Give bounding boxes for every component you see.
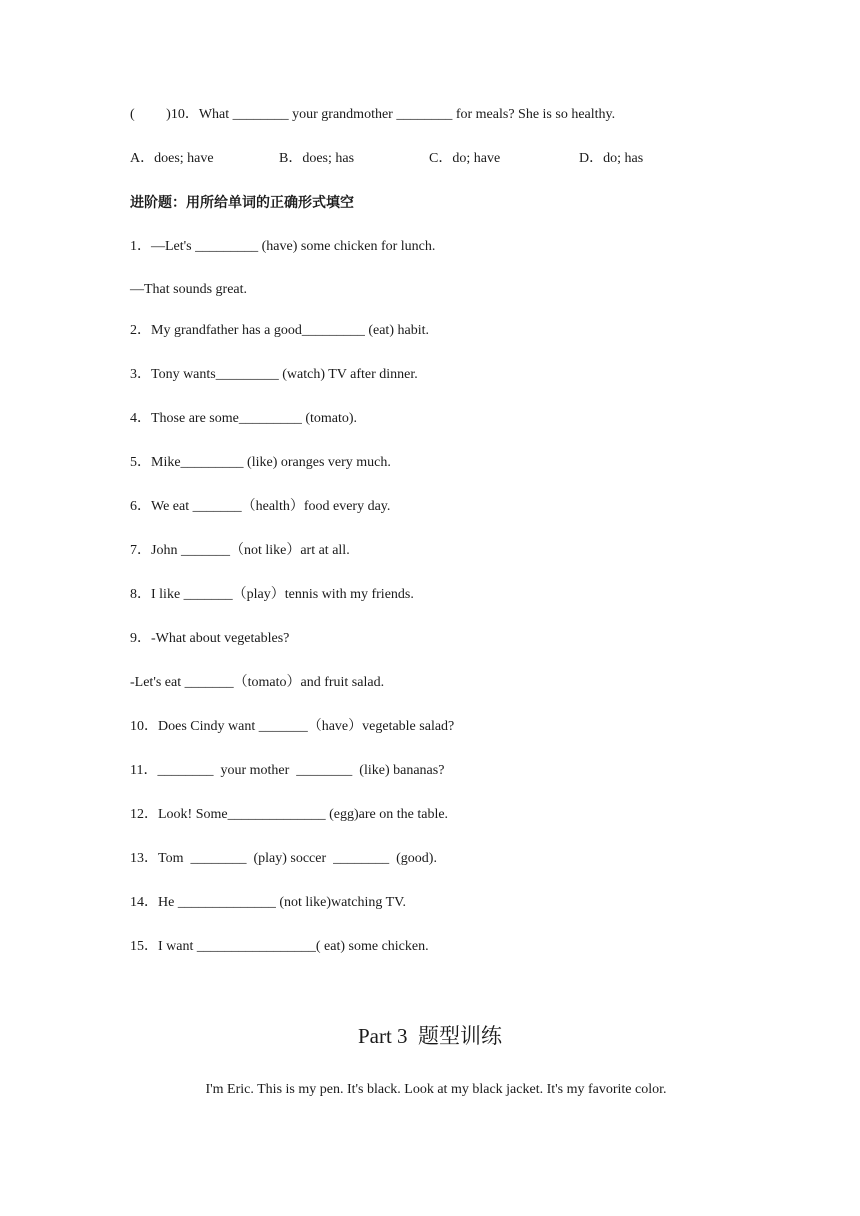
part-3-passage: I'm Eric. This is my pen. It's black. Look at my black jacket. It's my favorite color. (205, 1082, 667, 1097)
option-c: C．do; have (429, 151, 501, 166)
exercise-line: 5．Mike_________ (like) oranges very much. (130, 455, 391, 470)
option-a: A．does; have (130, 151, 214, 166)
exercise-line: —That sounds great. (130, 282, 248, 297)
advanced-section-heading: 进阶题：用所给单词的正确形式填空 (130, 195, 354, 211)
exercise-line: -Let's eat _______（tomato）and fruit salad. (130, 675, 385, 690)
question-10-stem: ( )10．What ________ your grandmother ________ for meals? She is so healthy. (130, 107, 616, 122)
exercise-line: 7．John _______（not like）art at all. (130, 543, 350, 558)
exercise-line: 3．Tony wants_________ (watch) TV after dinner. (130, 367, 418, 382)
exercise-line: 15．I want _________________( eat) some chicken. (130, 939, 429, 954)
exercise-line: 13．Tom ________ (play) soccer ________ (good). (130, 851, 437, 866)
exercise-line: 6．We eat _______（health）food every day. (130, 499, 391, 514)
exercise-line: 11．________ your mother ________ (like) bananas? (130, 763, 445, 778)
exercise-line: 1．—Let's _________ (have) some chicken for lunch. (130, 239, 436, 254)
exercise-line: 8．I like _______（play）tennis with my friends. (130, 587, 414, 602)
exercise-line: 4．Those are some_________ (tomato). (130, 411, 358, 426)
option-b: B．does; has (279, 151, 355, 166)
exercise-line: 9．-What about vegetables? (130, 631, 290, 646)
exercise-line: 10．Does Cindy want _______（have）vegetable salad? (130, 719, 455, 734)
exercise-line: 14．He ______________ (not like)watching TV. (130, 895, 406, 910)
option-d: D．do; has (579, 151, 644, 166)
exercise-line: 2．My grandfather has a good_________ (eat) habit. (130, 323, 429, 338)
part-3-title: Part 3 题型训练 (357, 1024, 503, 1048)
exercise-line: 12．Look! Some______________ (egg)are on the table. (130, 807, 449, 822)
